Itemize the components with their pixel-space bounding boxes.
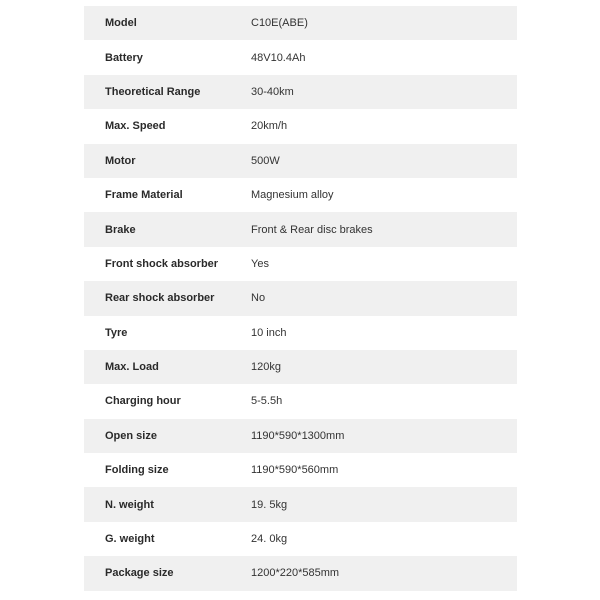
spec-label: Charging hour [105,395,181,408]
spec-label: Open size [105,429,157,442]
spec-label: Battery [105,51,143,64]
spec-row-model [84,6,517,40]
spec-row-tyre [84,316,517,350]
spec-row-front-shock-absorber [84,247,517,281]
spec-row-folding-size [84,453,517,487]
spec-table [84,6,517,591]
spec-row-gross-weight [84,522,517,556]
spec-value: 1190*590*560mm [251,464,339,477]
spec-value: Magnesium alloy [251,189,334,202]
spec-row-theoretical-range [84,75,517,109]
spec-label: Front shock absorber [105,257,219,270]
spec-label: Package size [105,567,174,580]
spec-value: Front & Rear disc brakes [251,223,373,236]
spec-label: Tyre [105,326,128,339]
spec-row-battery [84,40,517,74]
spec-label: G. weight [105,533,155,546]
spec-label: Motor [105,154,136,167]
spec-row-net-weight [84,487,517,521]
spec-row-max-speed [84,109,517,143]
spec-row-brake [84,212,517,246]
spec-value: Yes [251,257,269,270]
spec-row-max-load [84,350,517,384]
spec-value: 1190*590*1300mm [251,429,345,442]
spec-row-motor [84,144,517,178]
spec-value: 24. 0kg [251,533,288,546]
spec-row-package-size [84,556,517,590]
spec-value: No [251,292,266,305]
spec-label: Max. Speed [105,120,166,133]
spec-row-open-size [84,419,517,453]
spec-value: 19. 5kg [251,498,288,511]
spec-label: Max. Load [105,361,159,374]
spec-label: N. weight [105,498,154,511]
spec-value: C10E(ABE) [251,17,308,30]
spec-row-frame-material [84,178,517,212]
spec-row-rear-shock-absorber [84,281,517,315]
spec-value: 48V10.4Ah [251,51,306,64]
spec-row-charging-hour [84,384,517,418]
spec-label: Theoretical Range [105,85,201,98]
spec-value: 1200*220*585mm [251,567,340,580]
spec-value: 20km/h [251,120,288,133]
spec-value: 10 inch [251,326,287,339]
spec-label: Folding size [105,464,169,477]
spec-value: 500W [251,154,280,167]
spec-label: Rear shock absorber [105,292,215,305]
spec-label: Model [105,17,137,30]
spec-value: 30-40km [251,85,294,98]
spec-label: Frame Material [105,189,183,202]
spec-value: 5-5.5h [251,395,283,408]
spec-label: Brake [105,223,136,236]
spec-value: 120kg [251,361,281,374]
